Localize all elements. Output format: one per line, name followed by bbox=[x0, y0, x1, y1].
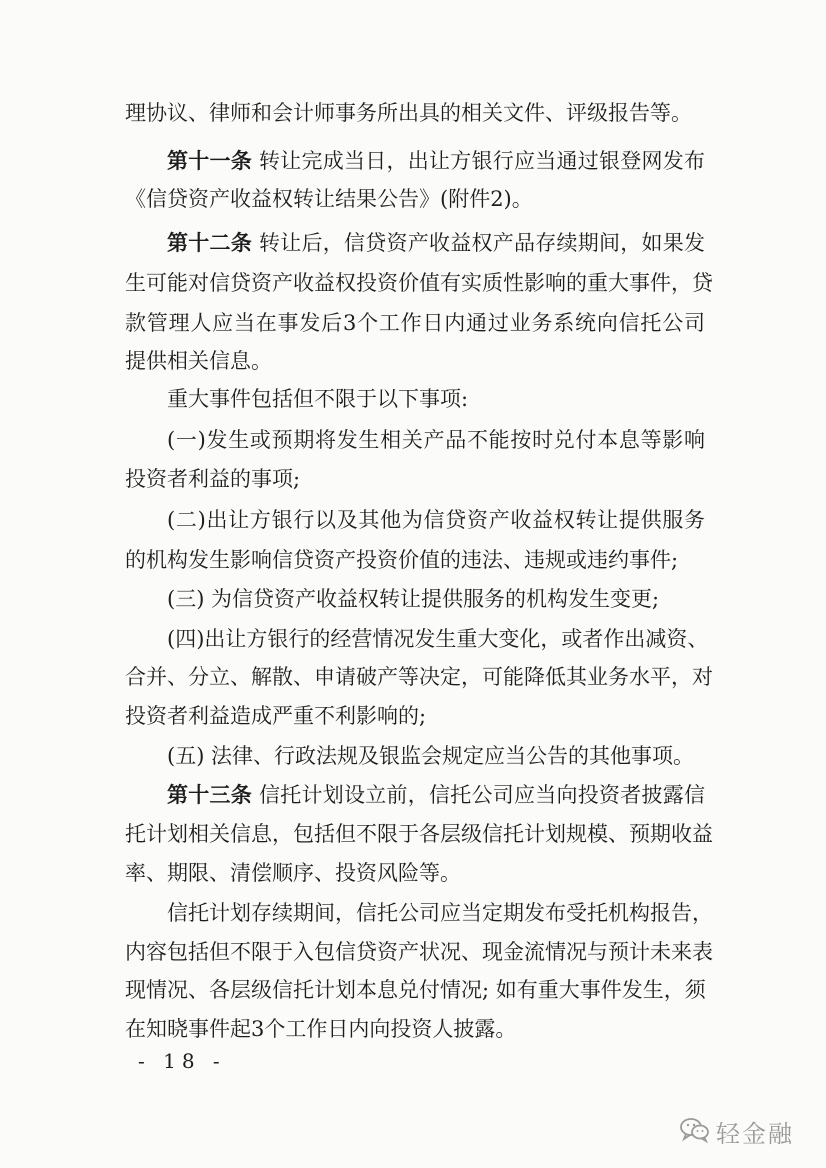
line-text: 《信贷资产收益权转让结果公告》(附件2)。 bbox=[125, 187, 533, 211]
text-line bbox=[125, 184, 533, 214]
text-line bbox=[167, 584, 659, 614]
text-line bbox=[125, 464, 300, 494]
line-text: 合并、分立、解散、申请破产等决定，可能降低其业务水平，对 bbox=[125, 665, 713, 689]
text-line bbox=[167, 624, 709, 654]
line-text: (三) 为信贷资产收益权转让提供服务的机构发生变更; bbox=[167, 587, 660, 611]
text-line bbox=[125, 662, 713, 692]
line-text: 转让后，信贷资产收益权产品存续期间，如果发 bbox=[252, 231, 705, 255]
line-text: (五) 法律、行政法规及银监会规定应当公告的其他事项。 bbox=[167, 744, 695, 768]
line-text: 理协议、律师和会计师事务所出具的相关文件、评级报告等。 bbox=[125, 101, 692, 125]
line-text: 的机构发生影响信贷资产投资价值的违法、违规或违约事件; bbox=[125, 548, 679, 572]
line-text: 信托计划存续期间，信托公司应当定期发布受托机构报告， bbox=[167, 901, 713, 925]
page-number: - 18 - bbox=[138, 1049, 226, 1073]
text-line bbox=[167, 780, 705, 810]
text-line bbox=[167, 741, 694, 771]
text-line bbox=[167, 505, 705, 535]
text-line bbox=[125, 308, 705, 338]
line-text: 转让完成当日，出让方银行应当通过银登网发布 bbox=[252, 149, 705, 173]
line-text: 重大事件包括但不限于以下事项: bbox=[167, 387, 469, 411]
line-text: 提供相关信息。 bbox=[125, 349, 272, 373]
line-text: 生可能对信贷资产收益权投资价值有实质性影响的重大事件，贷 bbox=[125, 271, 713, 295]
text-line bbox=[125, 819, 713, 849]
line-text: 内容包括但不限于入包信贷资产状况、现金流情况与预计未来表 bbox=[125, 940, 713, 964]
line-text: 在知晓事件起3个工作日内向投资人披露。 bbox=[125, 1017, 517, 1041]
text-line bbox=[125, 98, 692, 128]
line-text: (一)发生或预期将发生相关产品不能按时兑付本息等影响 bbox=[167, 428, 705, 452]
line-text: 款管理人应当在事发后3个工作日内通过业务系统向信托公司 bbox=[125, 311, 705, 335]
wechat-icon bbox=[680, 1117, 710, 1147]
text-line bbox=[125, 701, 426, 731]
line-text: 信托计划设立前，信托公司应当向投资者披露信 bbox=[252, 783, 705, 807]
article-number: 第十一条 bbox=[167, 148, 253, 173]
text-line bbox=[125, 268, 713, 298]
text-line bbox=[125, 975, 705, 1005]
text-line bbox=[167, 228, 705, 258]
text-line bbox=[167, 384, 468, 414]
text-line bbox=[125, 937, 713, 967]
wechat-watermark bbox=[680, 1114, 794, 1149]
line-text: 现情况、各层级信托计划本息兑付情况; 如有重大事件发生，须 bbox=[125, 978, 706, 1002]
text-line bbox=[125, 545, 678, 575]
text-line bbox=[125, 858, 461, 888]
watermark-text: 轻金融 bbox=[716, 1120, 794, 1148]
article-number: 第十三条 bbox=[167, 782, 253, 807]
text-line bbox=[125, 1014, 516, 1044]
text-line bbox=[167, 898, 713, 928]
text-line bbox=[167, 146, 705, 176]
text-line bbox=[125, 346, 272, 376]
line-text: 托计划相关信息，包括但不限于各层级信托计划规模、预期收益 bbox=[125, 822, 713, 846]
line-text: 投资者利益造成严重不利影响的; bbox=[125, 704, 427, 728]
line-text: (四)出让方银行的经营情况发生重大变化，或者作出减资、 bbox=[167, 627, 709, 651]
line-text: 率、期限、清偿顺序、投资风险等。 bbox=[125, 861, 461, 885]
line-text: (二)出让方银行以及其他为信贷资产收益权转让提供服务 bbox=[167, 508, 705, 532]
text-line bbox=[167, 425, 705, 455]
article-number: 第十二条 bbox=[167, 230, 253, 255]
line-text: 投资者利益的事项; bbox=[125, 467, 301, 491]
